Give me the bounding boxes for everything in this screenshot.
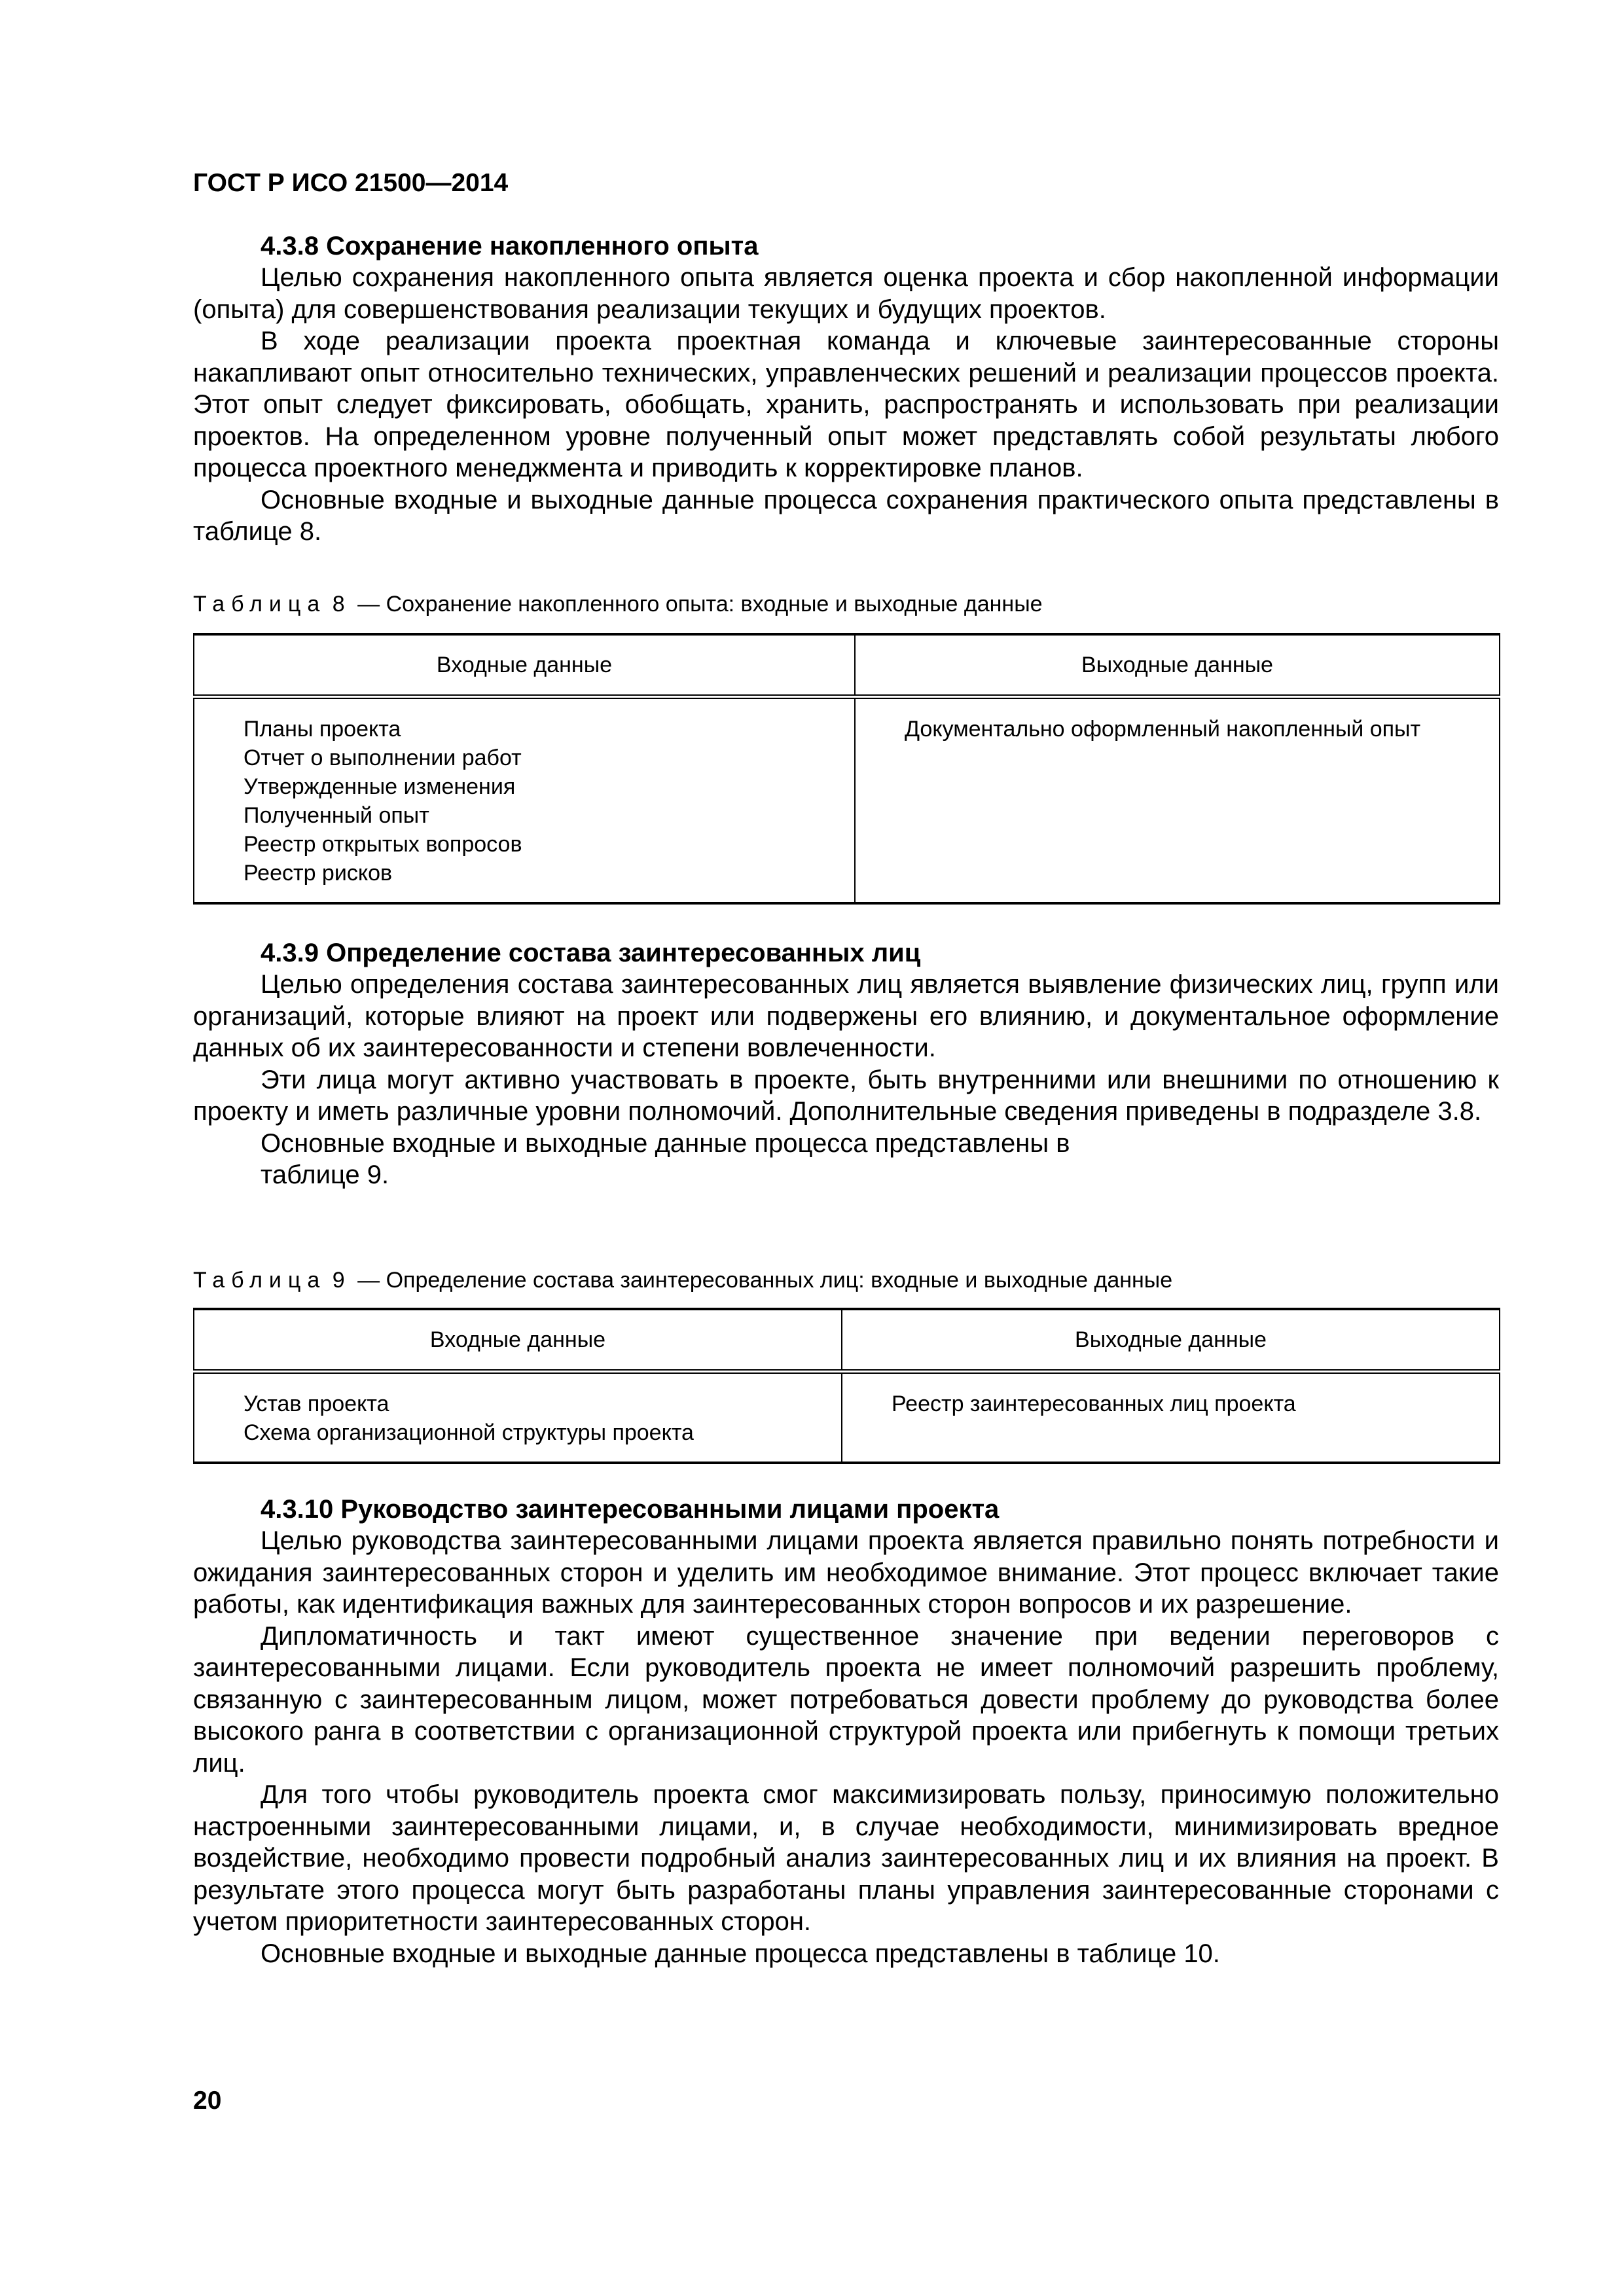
table-9-caption (193, 1267, 1172, 1293)
paragraph: Основные входные и выходные данные процесса сохранения практического опыта представлены в таблице 8. (193, 485, 1499, 546)
page-number: 20 (193, 2087, 222, 2115)
outputs-cell (842, 1372, 1500, 1463)
table-row (194, 697, 1500, 904)
paragraph: Основные входные и выходные данные процесса представлены в (261, 1128, 1070, 1158)
table-header-outputs: Выходные данные (842, 1309, 1500, 1372)
paragraph: Основные входные и выходные данные процесса представлены в таблице 10. (261, 1939, 1220, 1968)
table-header-outputs: Выходные данные (855, 634, 1500, 697)
table-caption-text: — Сохранение накопленного опыта: входные и выходные данные (357, 592, 1043, 617)
table-number: 8 (332, 592, 352, 617)
section-4-3-9 (193, 937, 1499, 1191)
paragraph: Эти лица могут активно участвовать в проекте, быть внутренними или внешними по отношению к проекту и иметь различные уровни полномочий. Дополнительные сведения приведены в подразделе 3.8. (193, 1065, 1499, 1126)
table-label: Таблица (193, 1268, 327, 1293)
input-item: Утвержденные изменения (244, 774, 516, 799)
table-9 (193, 1308, 1500, 1464)
section-title: 4.3.10 Руководство заинтересованными лицами проекта (261, 1495, 1000, 1524)
input-item: Реестр рисков (244, 861, 393, 886)
output-item: Документально оформленный накопленный опыт (905, 717, 1421, 742)
outputs-cell (855, 697, 1500, 904)
table-8-caption (193, 591, 1043, 617)
input-item: Отчет о выполнении работ (244, 745, 522, 770)
input-item: Полученный опыт (244, 803, 429, 828)
section-title: 4.3.8 Сохранение накопленного опыта (261, 232, 759, 260)
paragraph: Для того чтобы руководитель проекта смог максимизировать пользу, приносимую положительно настроенными заинтересованными лицами, и, в случае необходимости, минимизировать вредное воздействие, необходимо провести подробный анализ заинтересованных лиц и их влияния на проект. В результате этого процесса могут быть разработаны планы управления заинтересованные сторонами с учетом приоритетности заинтересованных сторон. (193, 1780, 1499, 1936)
input-item: Реестр открытых вопросов (244, 832, 522, 857)
paragraph: таблице 9. (261, 1160, 389, 1189)
output-item: Реестр заинтересованных лиц проекта (892, 1391, 1296, 1416)
section-4-3-8 (193, 230, 1499, 548)
table-number: 9 (332, 1268, 352, 1293)
input-item: Планы проекта (244, 717, 401, 742)
table-row (194, 1372, 1500, 1463)
inputs-cell (194, 697, 855, 904)
inputs-cell (194, 1372, 842, 1463)
table-8 (193, 633, 1500, 905)
paragraph: Целью руководства заинтересованными лицами проекта является правильно понять потребности и ожидания заинтересованных сторон и уделить им необходимое внимание. Этот процесс включает такие работы, как идентификация важных для заинтересованных сторон вопросов и их разрешение. (193, 1526, 1499, 1619)
input-item: Устав проекта (244, 1391, 389, 1416)
section-title: 4.3.9 Определение состава заинтересованных лиц (261, 939, 921, 967)
table-label: Таблица (193, 592, 327, 617)
input-item: Схема организационной структуры проекта (244, 1420, 694, 1445)
paragraph: Целью сохранения накопленного опыта является оценка проекта и сбор накопленной информации (опыта) для совершенствования реализации текущих и будущих проектов. (193, 263, 1499, 324)
paragraph: Дипломатичность и такт имеют существенное значение при ведении переговоров с заинтересованными лицами. Если руководитель проекта не имеет полномочий разрешить проблему, связанную с заинтересованным лицом, может потребоваться довести проблему до руководства более высокого ранга в соответствии с организационной структурой проекта или прибегнуть к помощи третьих лиц. (193, 1621, 1499, 1778)
table-header-inputs: Входные данные (194, 1309, 842, 1372)
table-header-inputs: Входные данные (194, 634, 855, 697)
paragraph: В ходе реализации проекта проектная команда и ключевые заинтересованные стороны накапливают опыт относительно технических, управленческих решений и реализации процессов проекта. Этот опыт следует фиксировать, обобщать, хранить, распространять и использовать при реализации проектов. На определенном уровне полученный опыт может представлять собой результаты любого процесса проектного менеджмента и приводить к корректировке планов. (193, 327, 1499, 482)
table-caption-text: — Определение состава заинтересованных лиц: входные и выходные данные (357, 1268, 1173, 1293)
paragraph: Целью определения состава заинтересованных лиц является выявление физических лиц, групп или организаций, которые влияют на проект или подвержены его влиянию, и документальное оформление данных об их заинтересованности и степени вовлеченности. (193, 970, 1499, 1062)
section-4-3-10 (193, 1494, 1499, 1969)
running-header-title: ГОСТ Р ИСО 21500—2014 (193, 169, 509, 197)
